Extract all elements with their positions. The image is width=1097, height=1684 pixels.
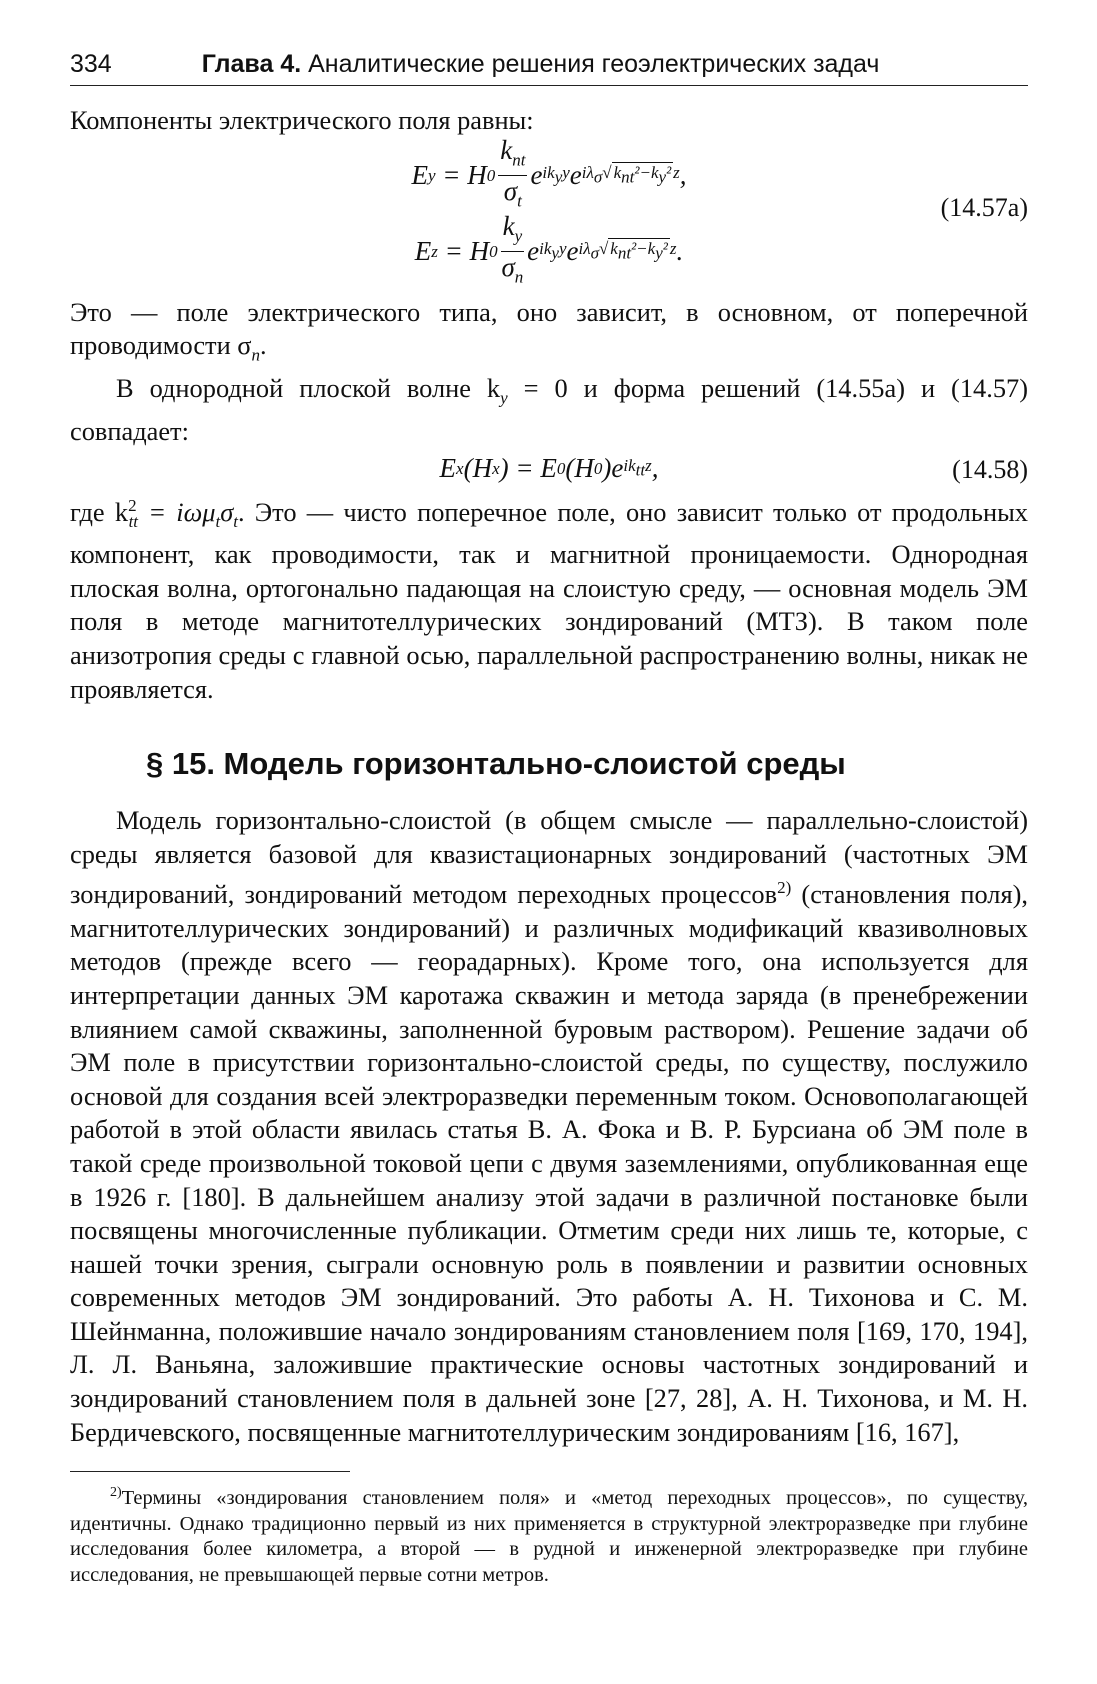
page-number: 334: [70, 50, 112, 78]
equation-tag: (14.58): [952, 454, 1028, 484]
formula-14-57a: [70, 134, 1028, 290]
footnote-mark: 2): [110, 1485, 122, 1501]
formula-14-58: E x (H x ) = E 0 (H 0 )e $ik_{tt}z$ , (14.58): [439, 453, 1028, 484]
formula-ez: E z = H 0 $\frac{k_y}{\sigma_n}$ e $ik_yy$ e $i\lambda_\sigma√$ $k_{nt}^2-k_y^2$ z .: [414, 210, 684, 287]
paragraph-text: = iωμ: [138, 496, 216, 527]
paragraph-text: (становления поля), магнитотеллурических зондирований) и различных модификаций квазиволновых методов (прежде всего — георадарных). Кроме того, она используется для интерпретации данных ЭМ каротажа скважин и метода заряда (в пренебрежении влиянием самой скважины, заполненной буровым раствором). Решение задачи об ЭМ поле в присутствии горизонтально-слоистой среды, по существу, послужило основой для создания всей электроразведки переменным током. Основополагающей работой в этой области явилась статья В. А. Фока и В. Р. Бурсиана об ЭМ поле в такой среде произвольной токовой цепи с двумя заземлениями, опубликованная еще в 1926 г. [180]. В дальнейшем анализу этой задачи в различной постановке были посвящены многочисленные публикации. Отметим среди них лишь те, которые, с нашей точки зрения, сыграли основную роль в появлении и развитии основных современных методов ЭМ зондирований. Это работы А. Н. Тихонова и С. М. Шейнманна, положившие начало зондированиям становлением поля [169, 170, 194], Л. Л. Ваньяна, заложившие практические основы частотных зондирований и зондирований становлением поля в дальней зоне [27, 28], А. Н. Тихонова, и М. Н. Бердичевского, посвященные магнитотеллурическим зондированиям [16, 167],: [70, 879, 1028, 1447]
footnote-divider: [70, 1471, 350, 1472]
chapter-label: Глава 4.: [201, 50, 302, 78]
formula-ey: E y = H 0 $\frac{k_{nt}}{\sigma_t}$ e $ik_yy$ e $i\lambda_\sigma√$ $k_{nt}^2-k_y^2$ z ,: [411, 134, 687, 211]
footnote-text: Термины «зондирования становлением поля» и «метод переходных процессов», по существу, идентичны. Однако традиционно первый из них применяется в структурной электроразведке при глубине исследования более километра, а второй — в рудной и инженерной электроразведке при глубине исследования, не превышающей первые сотни метров.: [70, 1487, 1028, 1586]
intro-line: Компоненты электрического поля равны:: [70, 105, 534, 135]
paragraph-text: где k: [70, 496, 129, 527]
chapter-heading: [202, 50, 880, 79]
chapter-title: Аналитические решения геоэлектрических задач: [308, 50, 880, 78]
subscript: n: [251, 345, 261, 365]
paragraph-text: = 0 и форма решений (14.55а) и (14.57) совпадает:: [70, 373, 1028, 446]
paragraph-electric-type: [70, 296, 1028, 372]
page: [70, 50, 1028, 1588]
footnote: [70, 1480, 1028, 1588]
paragraph-homogeneous: В однородной плоской волне $k_y = 0$ и форма решений (14.55а) и (14.57) совпадает:: [70, 373, 1028, 446]
paragraph-text: Это — поле электрического типа, оно зависит, в основном, от поперечной проводимости σ: [70, 296, 1028, 361]
running-header: [70, 50, 1028, 86]
section-title: § 15. Модель горизонтально-слоистой среды: [146, 746, 846, 782]
paragraph-transverse: где $k^2_{tt} = i\omega\mu_t\sigma_t$. Это — чисто поперечное поле, оно зависит только от продольных компонент, как проводимости, так и магнитной проницаемости. Однородная плоская волна, ортогонально падающая на слоистую среду, — основная модель ЭМ поля в методе магнитотеллурических зондирований (МТЗ). В таком поле анизотропия среды с главной осью, параллельной распространению волны, никак не проявляется.: [70, 495, 1028, 704]
footnote-reference[interactable]: 2): [777, 878, 792, 898]
equation-tag: (14.57a): [940, 192, 1028, 222]
paragraph-text: .: [260, 330, 267, 361]
paragraph-text: В однородной плоской волне k: [116, 373, 501, 404]
paragraph-text: . Это — чисто поперечное поле, оно зависит только от продольных компонент, как проводимости, так и магнитной проницаемости. Однородная плоская волна, ортогонально падающая на слоистую среду, — основная модель ЭМ поля в методе магнитотеллурических зондирований (МТЗ). В таком поле анизотропия среды с главной осью, параллельной распространению волны, никак не проявляется.: [70, 496, 1028, 704]
main-paragraph: [70, 804, 1028, 1449]
paragraph-text: Модель горизонтально-слоистой (в общем смысле — параллельно-слоистой) среды является базовой для квазистационарных зондирований (частотных ЭМ зондирований, зондирований методом переходных процессов: [70, 805, 1028, 910]
